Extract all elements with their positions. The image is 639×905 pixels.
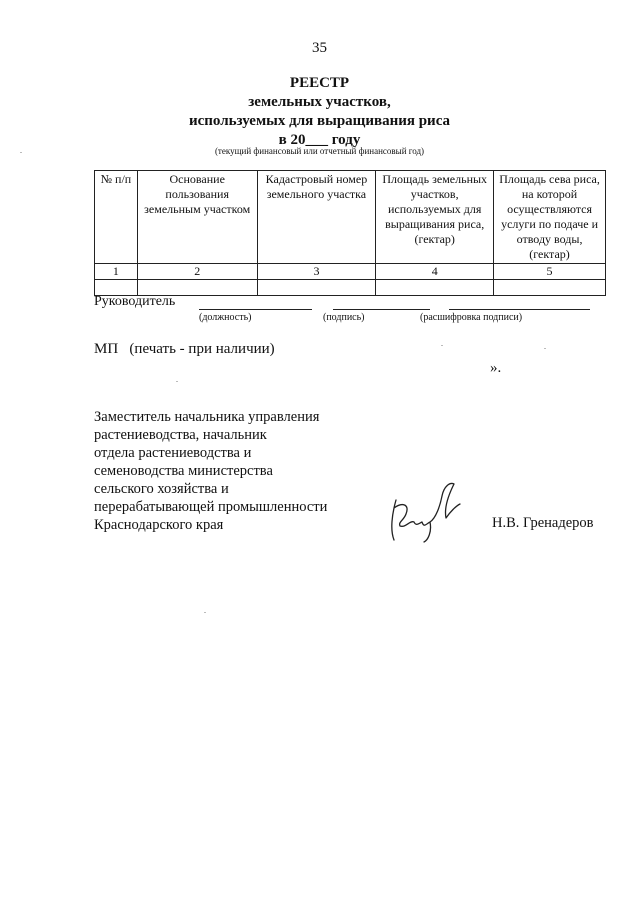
scan-speck xyxy=(20,152,22,153)
page-number: 35 xyxy=(312,40,327,56)
closing-quote: ». xyxy=(490,360,502,376)
header-cadastral: Кадастровый номер земельного участка xyxy=(257,171,376,264)
official-position xyxy=(94,408,327,534)
table-cell xyxy=(257,280,376,296)
document-title xyxy=(0,74,639,150)
title-note: (текущий финансовый или отчетный финансовый год) xyxy=(214,146,425,156)
position-line xyxy=(199,309,312,310)
column-number: 4 xyxy=(376,264,494,280)
position-caption: (должность) xyxy=(199,312,252,323)
position-line: перерабатывающей промышленности xyxy=(94,499,328,515)
register-table xyxy=(94,170,606,296)
scan-speck xyxy=(176,381,178,382)
stamp-place: МП (печать - при наличии) xyxy=(94,341,275,357)
title-line-2: земельных участков, xyxy=(248,94,391,110)
column-number: 1 xyxy=(95,264,138,280)
handwritten-signature xyxy=(384,478,464,546)
position-line: растениеводства, начальник xyxy=(94,427,267,443)
decryption-line xyxy=(449,309,590,310)
title-line-3: используемых для выращивания риса xyxy=(188,113,451,129)
position-line: отдела растениеводства и xyxy=(94,445,252,461)
position-line: Заместитель начальника управления xyxy=(94,409,320,425)
title-line-4: в 20___ году xyxy=(278,132,361,148)
header-sowing-area: Площадь сева риса, на которой осуществляются услуги по подаче и отводу воды, (гектар) xyxy=(494,171,606,264)
table-numbering-row xyxy=(95,264,606,280)
position-line: семеноводства министерства xyxy=(94,463,273,479)
header-basis: Основание пользования земельным участком xyxy=(137,171,257,264)
table-cell xyxy=(376,280,494,296)
column-number: 3 xyxy=(257,264,376,280)
position-line: сельского хозяйства и xyxy=(94,481,229,497)
table-header-row xyxy=(95,171,606,264)
signature-line xyxy=(333,309,430,310)
header-number: № п/п xyxy=(95,171,138,264)
table-cell xyxy=(494,280,606,296)
signer-label: Руководитель xyxy=(94,294,176,309)
position-line: Краснодарского края xyxy=(94,517,224,533)
column-number: 2 xyxy=(137,264,257,280)
decryption-caption: (расшифровка подписи) xyxy=(420,312,523,323)
scan-speck xyxy=(204,612,206,613)
signature-caption: (подпись) xyxy=(323,312,365,323)
official-name: Н.В. Гренадеров xyxy=(492,515,594,531)
title-line-1: РЕЕСТР xyxy=(289,75,350,91)
header-area: Площадь земельных участков, используемых для выращивания риса, (гектар) xyxy=(376,171,494,264)
scan-speck xyxy=(544,348,546,349)
column-number: 5 xyxy=(494,264,606,280)
scan-speck xyxy=(441,345,443,346)
